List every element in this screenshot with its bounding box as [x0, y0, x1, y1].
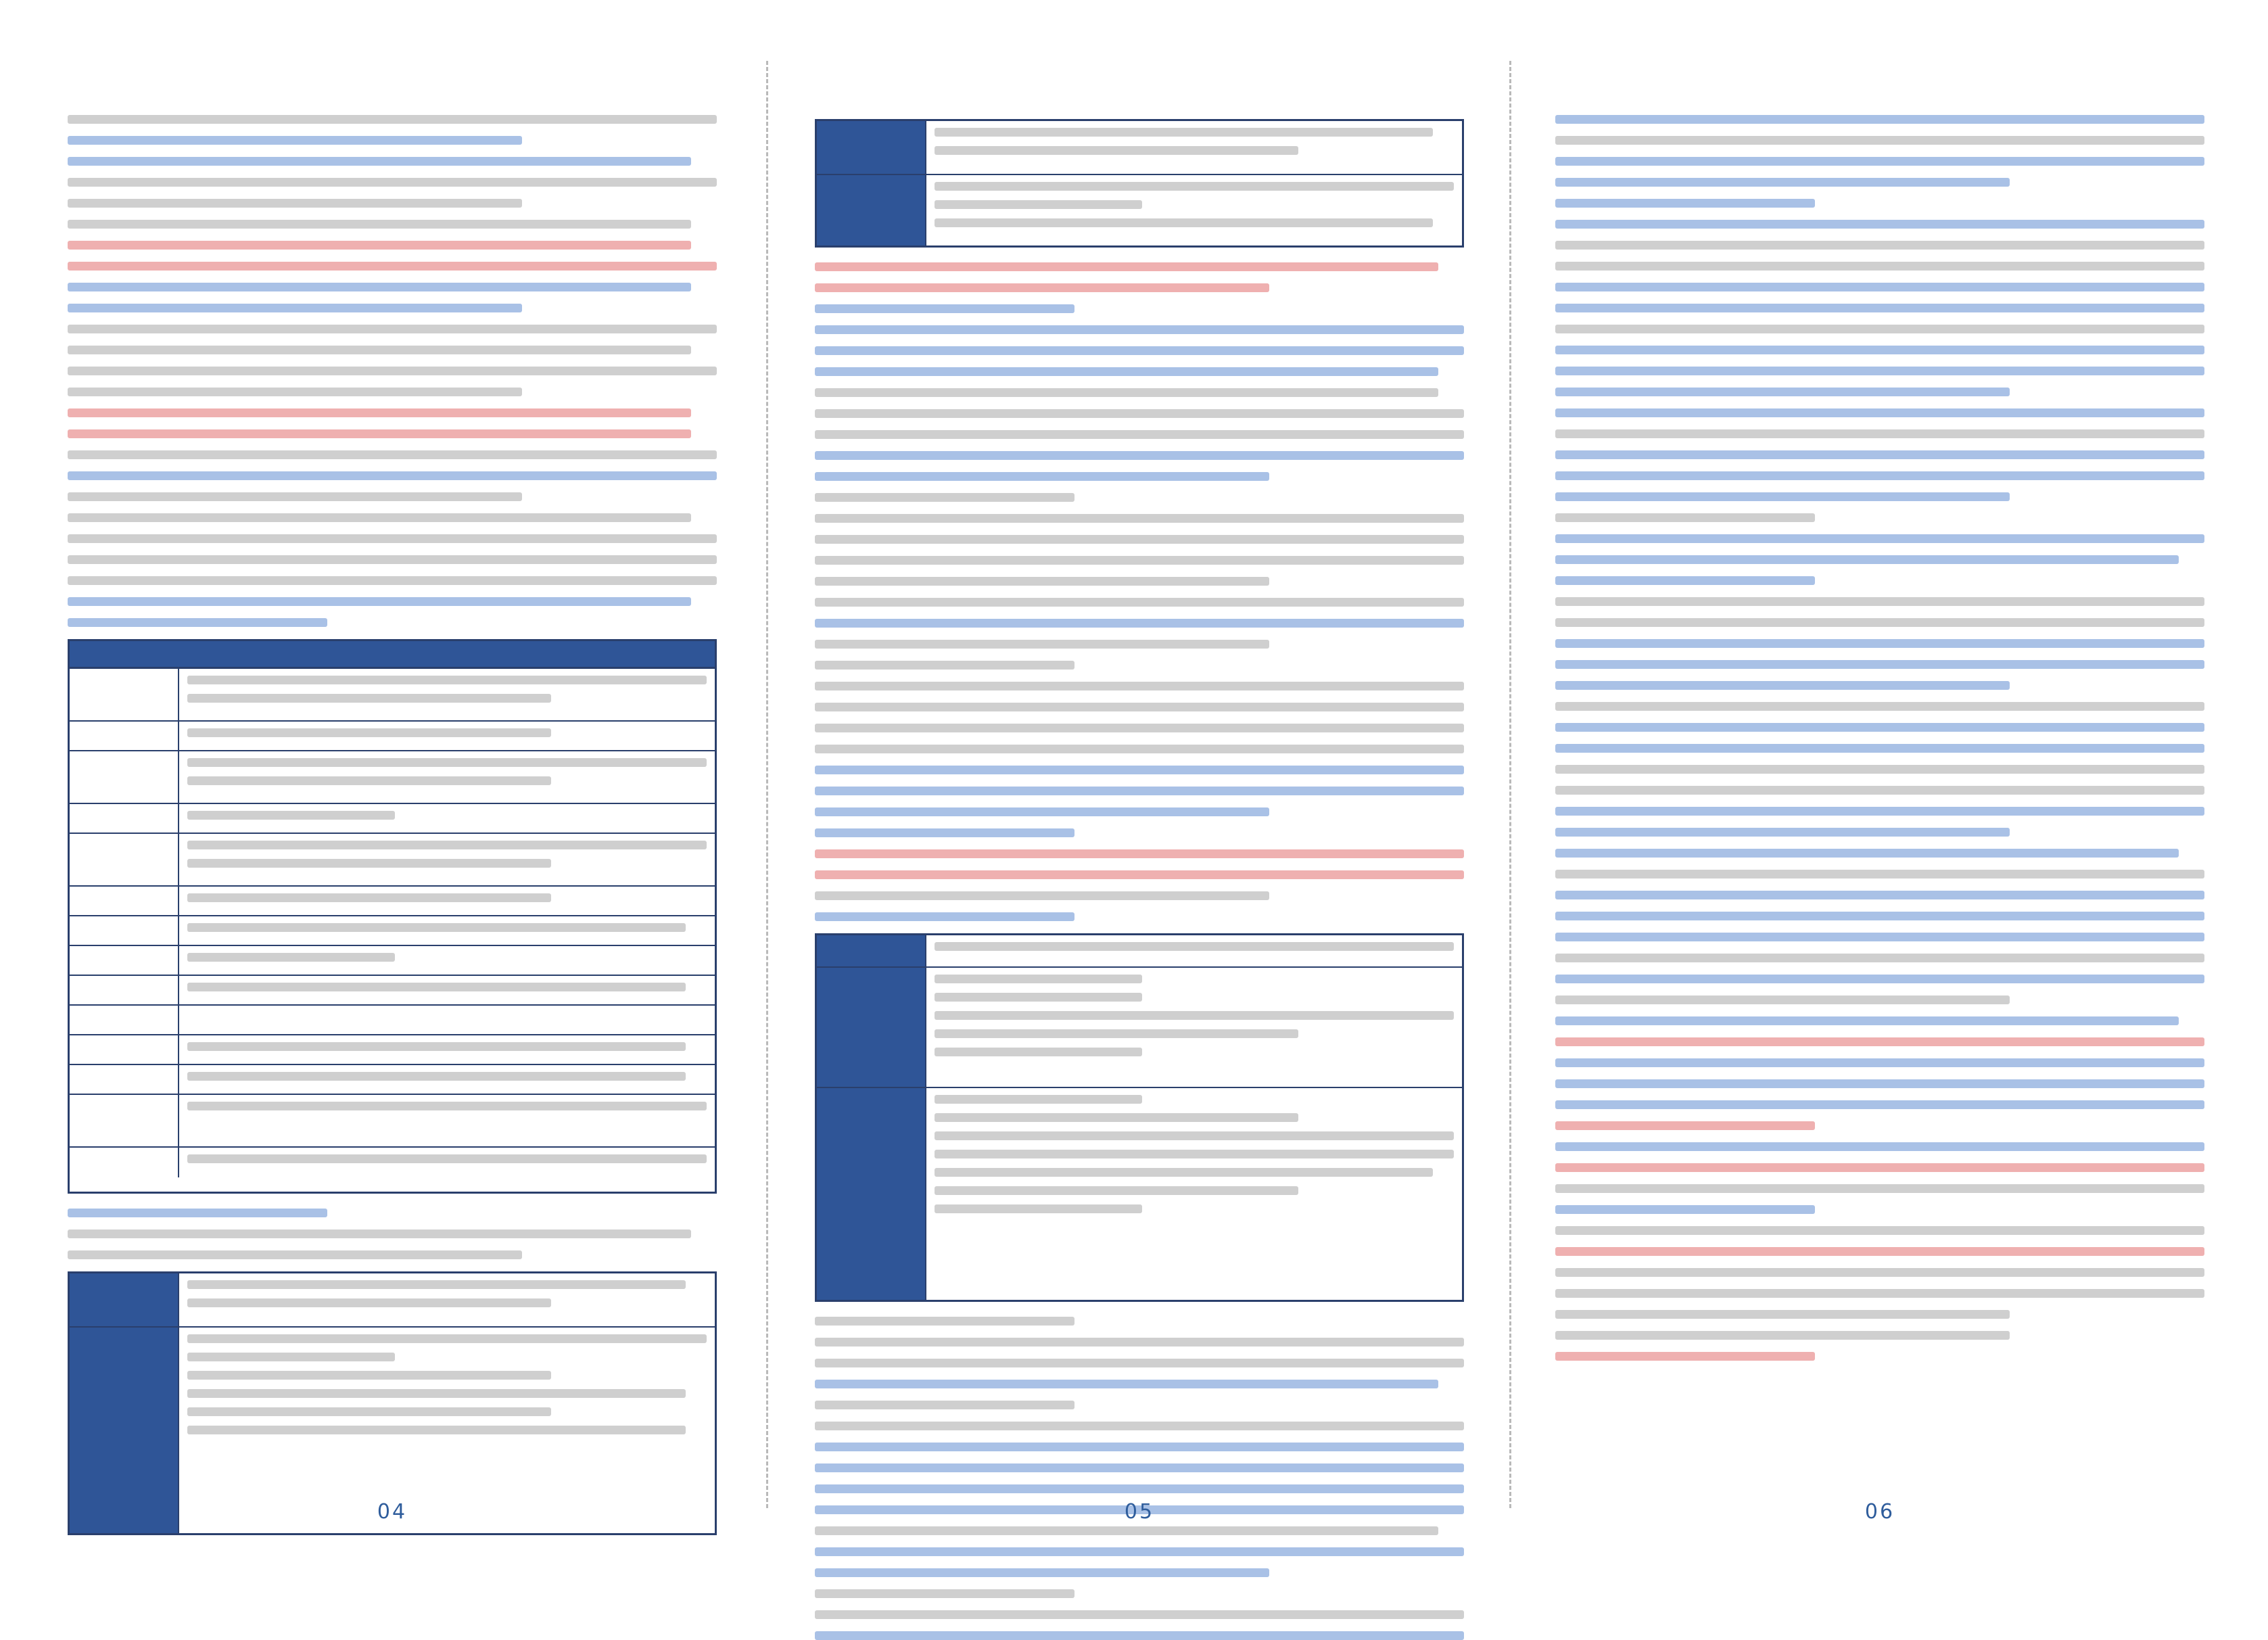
table-row: [70, 669, 715, 722]
cost-measures-table: [68, 1271, 717, 1535]
table-row: [70, 1273, 715, 1328]
table-row: [70, 887, 715, 916]
page-divider-left: [766, 61, 768, 1508]
page-number-left: 04: [377, 1500, 408, 1524]
supervision-documents-table: [815, 933, 1464, 1302]
table-row: [70, 1148, 715, 1177]
tech-contract-measures-table: [815, 119, 1464, 248]
table-row: [817, 935, 1462, 968]
middle-page: [815, 0, 1464, 1549]
page-number-right: 06: [1864, 1500, 1895, 1524]
table-row: [70, 976, 715, 1006]
table-row: [70, 1095, 715, 1148]
text-block-intro: [68, 115, 717, 627]
table-row: [817, 121, 1462, 175]
table-row: [70, 722, 715, 751]
table-row: [70, 751, 715, 804]
left-page: [68, 0, 717, 1549]
table-row: [817, 1088, 1462, 1300]
table-header: [70, 641, 715, 669]
cost-calculation-table: [68, 639, 717, 1194]
text-block-right: [1555, 115, 2204, 1361]
table-row: [70, 1006, 715, 1035]
table-row: [70, 916, 715, 946]
text-block-middle-lower: [815, 1317, 1464, 1640]
table-row: [70, 804, 715, 834]
table-row: [817, 968, 1462, 1088]
table-row: [70, 834, 715, 887]
text-block-middle-upper: [815, 262, 1464, 921]
table-row: [70, 1065, 715, 1095]
page-number-middle: 05: [1124, 1500, 1155, 1524]
table-row: [70, 946, 715, 976]
page-divider-right: [1509, 61, 1511, 1508]
table-row: [817, 175, 1462, 245]
right-page: [1555, 0, 2204, 1549]
text-block-cost-measures: [68, 1209, 717, 1259]
table-row: [70, 1035, 715, 1065]
